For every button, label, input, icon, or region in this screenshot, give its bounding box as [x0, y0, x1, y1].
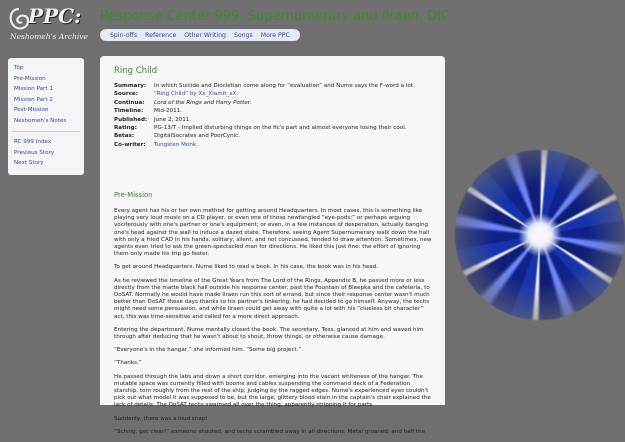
logo-ppc-text: PPC:	[28, 4, 82, 28]
meta-value: DigitalSocrates and PoorCynic.	[154, 133, 241, 140]
sidebar	[8, 58, 84, 175]
meta-key: Timeline:	[114, 108, 144, 115]
sidebar-item-mission-part-1[interactable]: Mission Part 1	[14, 86, 53, 92]
topnav-spin-offs[interactable]: Spin-offs	[110, 31, 138, 39]
story-title: Ring Child	[114, 66, 158, 76]
meta-key: Co-writer:	[114, 141, 146, 148]
topnav-other-writing[interactable]: Other Writing	[184, 31, 226, 39]
meta-value: Lord of the Rings and Harry Potter.	[154, 99, 252, 106]
meta-value: PG-13/T - Implied disturbing things on the fic's part and almost everyone losing their cool.	[154, 125, 407, 132]
topnav-more-ppc[interactable]: More PPC	[260, 31, 290, 39]
meta-key: Rating:	[114, 125, 137, 132]
story-paragraph: “Schnig, get clear!” someone shouted, and techs scrambled away in all directions. Metal groaned, and half the	[114, 428, 426, 435]
meta-row-source	[114, 90, 434, 98]
meta-value-source-link[interactable]: “Ring Child” by Xx_Xiamit_xX.	[154, 91, 239, 98]
sidebar-item-mission-part-2[interactable]: Mission Part 2	[14, 96, 53, 103]
meta-value: June 2, 2011.	[154, 116, 192, 123]
story-paragraph: Every agent has his or her own method for getting around Headquarters. In most cases, this is something like playing very loud music on a CD player, or even one of those newfangled “eye-pods;” or perhaps arguing vociferously with one's partner or one's equipment; or even, in a few instances of desperation, actually banging one's head against the wall to induce a dazed state. Therefore, seeing Agent Supernumerary walk down the hall with only a fried CAD in his hands, solitary, silent, and not concussed, tended to draw attention. Sometimes, new agents even tried to ask the green-spectacled man for directions. He liked this just fine: the effort of ignoring them only made his trip go faster.	[114, 208, 432, 258]
sidebar-divider	[12, 131, 80, 132]
meta-key: Betas:	[114, 133, 135, 140]
meta-value: Mid-2011.	[154, 108, 182, 115]
meta-row-timeline	[114, 107, 434, 115]
story-content	[100, 56, 445, 435]
meta-row-continua	[114, 99, 434, 107]
story-paragraph: To get around Headquarters, Nume liked to read a book. In his case, the book was in his head.	[114, 264, 379, 271]
sidebar-item-pre-mission[interactable]: Pre-Mission	[14, 75, 46, 82]
meta-row-rating	[114, 124, 434, 132]
topnav-songs[interactable]: Songs	[233, 31, 253, 39]
meta-value-cowriter-link[interactable]: Tungsten Monk.	[154, 141, 198, 148]
section-heading-pre-mission: Pre-Mission	[114, 191, 153, 199]
galaxy-swirl-background	[455, 150, 625, 320]
story-metadata	[114, 82, 434, 149]
story-paragraph: As he reviewed the timeline of the Great Years from The Lord of the Rings, Appendix B, he passed more or less directly from the matte black hall outside his response center, past the Fountain of Bleepka and the cafeteria, to DoSAT. Normally he would have made Ilraen run this sort of errand, but since their response center wasn't much better than DoSAT these days thanks to his partner's tinkering, he had decided to go himself. Anyway, the techs might need some persuasion, and while Ilraen could get away with quite a lot with his “clueless bit character” act, this was time-sensitive and called for a more direct approach.	[114, 277, 430, 320]
meta-key: Summary:	[114, 83, 147, 89]
meta-key: Continua:	[114, 99, 145, 106]
meta-value: In which Suicide and Diocletian come along for “evaluation” and Nume says the F-word a lot.	[154, 83, 415, 89]
sidebar-item-next-story[interactable]: Next Story	[14, 160, 44, 166]
sidebar-item-rc-999-index[interactable]: RC 999 Index	[14, 139, 52, 145]
site-logo[interactable]	[6, 4, 92, 44]
page-title: Response Center 999: Supernumerary and Ilraen, DIC	[100, 9, 451, 24]
story-paragraph: Suddenly, there was a loud snap!	[114, 415, 208, 422]
sidebar-item-post-mission[interactable]: Post-Mission	[14, 107, 49, 113]
meta-row-co-writer	[114, 141, 434, 149]
sidebar-item-top[interactable]: Top	[14, 65, 24, 71]
logo-subtitle: Neshomeh's Archive	[10, 32, 88, 41]
story-paragraph: “Everyone's in the hangar,” she informed him. “Some big project.”	[114, 347, 302, 354]
story-paragraph: “Thanks.”	[114, 360, 142, 367]
topnav-reference[interactable]: Reference	[145, 31, 177, 39]
story-body	[114, 208, 434, 442]
meta-row-betas	[114, 132, 434, 140]
meta-key: Published:	[114, 116, 148, 123]
meta-row-summary	[114, 82, 434, 90]
meta-row-published	[114, 116, 434, 124]
top-navigation	[100, 29, 300, 41]
meta-key: Source:	[114, 91, 138, 98]
sidebar-story-navigation	[8, 135, 84, 171]
story-paragraph: He passed through the labs and down a short corridor, emerging into the vacant whiteness of the hangar. The mutable space was currently filled with booms and cables suspending the command deck of a Federation starship, torn roughly from the rest of the ship, judging by the ragged edges. Nume's experienced eyes couldn't pick out what model it was supposed to be, but the large, glittery blood stain in the captain's chair explained the lack of details. The DoSAT techs swarmed all over the thing, apparently stripping it for parts.	[114, 373, 431, 409]
sidebar-section-links	[8, 61, 84, 128]
sidebar-item-previous-story[interactable]: Previous Story	[14, 149, 55, 156]
sidebar-item-neshomehs-notes[interactable]: Neshomeh's Notes	[14, 117, 67, 124]
story-paragraph: Entering the department, Nume mentally closed the book. The secretary, Tess, glanced at him and waved him through after deducing that he wasn't about to shout, throw things, or otherwise cause damage.	[114, 326, 424, 341]
